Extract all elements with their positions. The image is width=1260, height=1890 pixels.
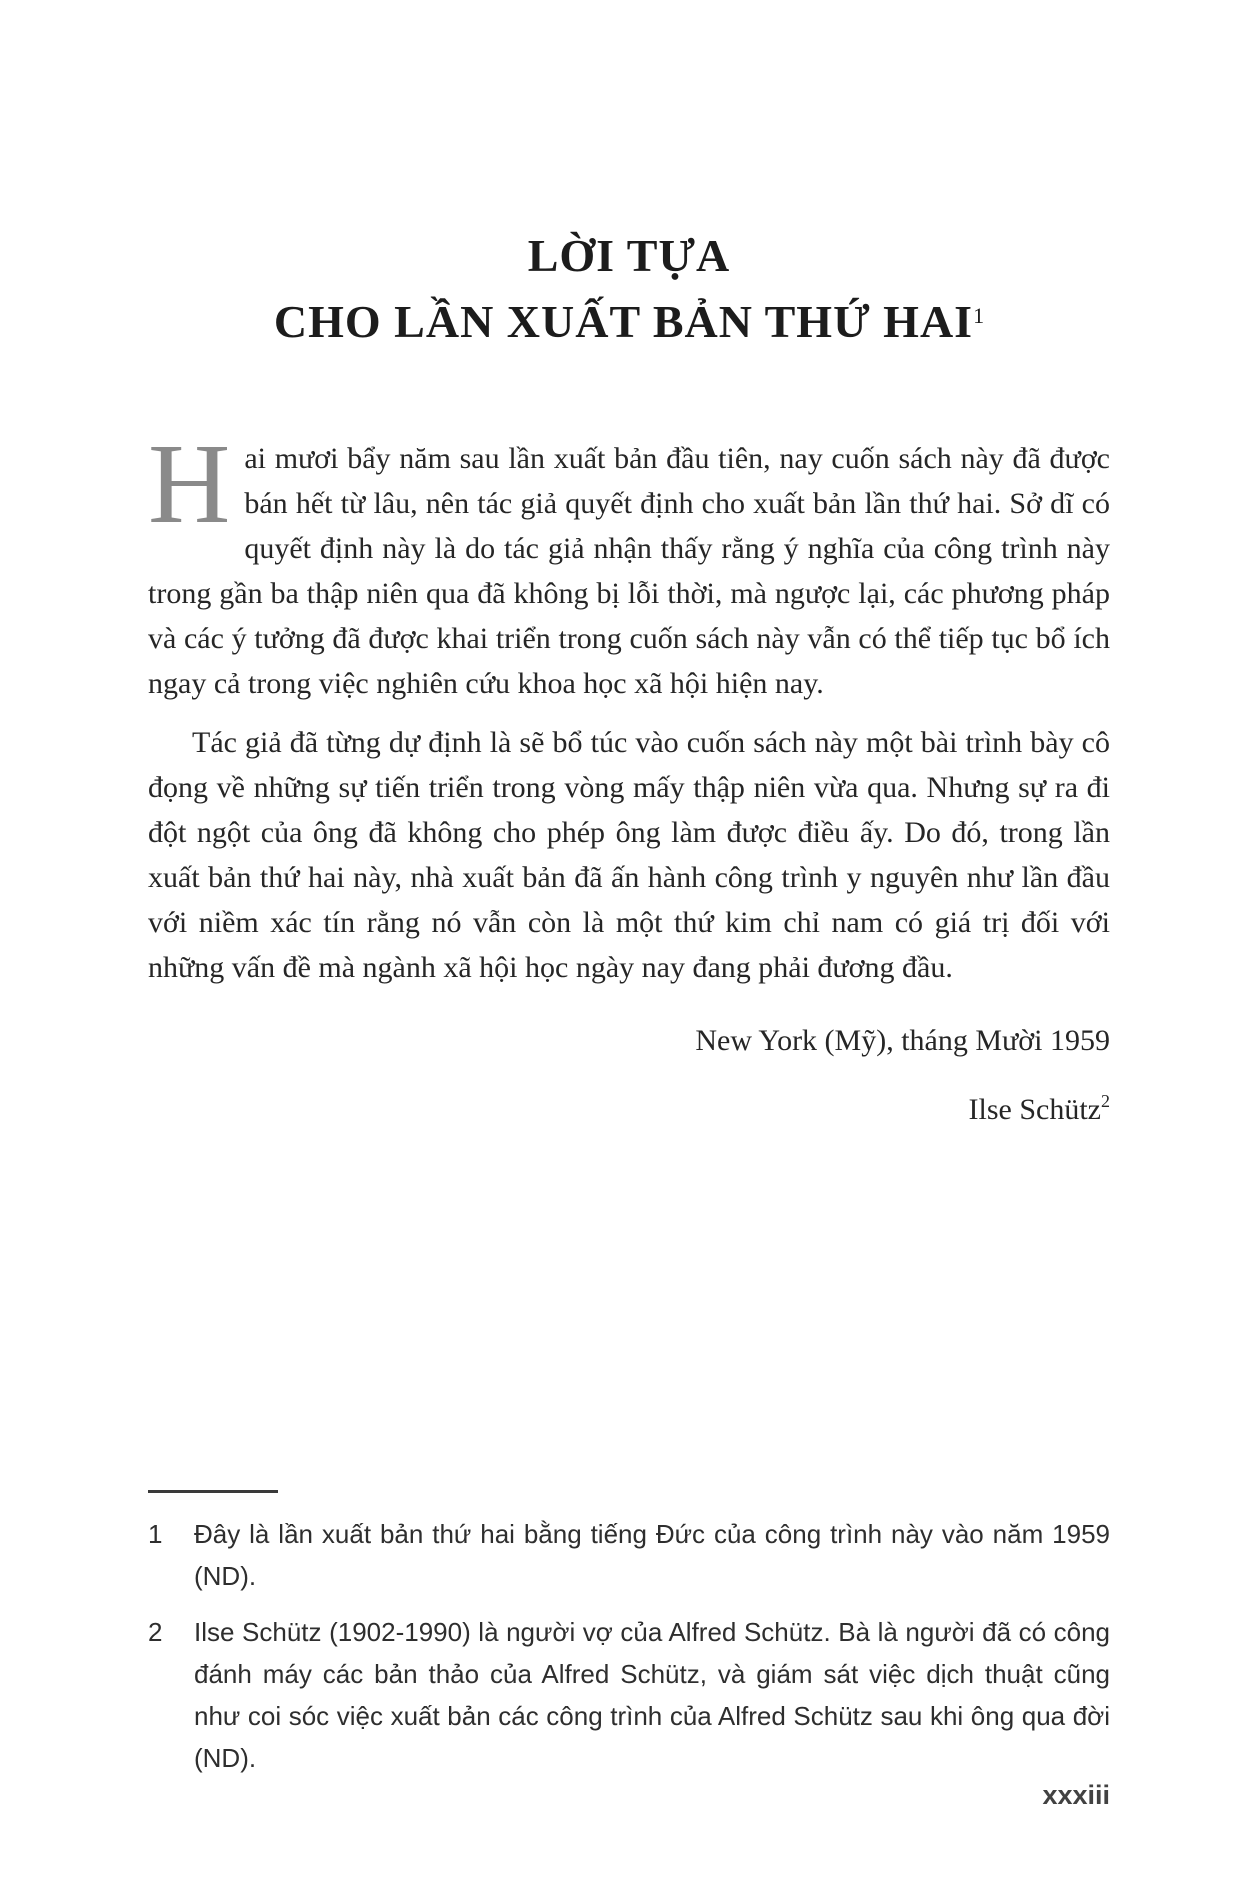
preface-body bbox=[148, 420, 1110, 1132]
preface-title-line-2: CHO LẦN XUẤT BẢN THỨ HAI bbox=[273, 296, 974, 347]
signature-name: Ilse Schütz bbox=[968, 1093, 1101, 1126]
footnote-separator-rule bbox=[148, 1490, 278, 1493]
footnotes-section bbox=[148, 1490, 1110, 1779]
paragraph-1 bbox=[148, 420, 1110, 706]
page-number: xxxiii bbox=[1042, 1780, 1110, 1810]
title-footnote-ref: 1 bbox=[973, 303, 985, 328]
paragraph-1-text: ai mươi bẩy năm sau lần xuất bản đầu tiên, nay cuốn sách này đã được bán hết từ lâu, nên tác giả quyết định cho xuất bản lần thứ hai. Sở dĩ có quyết định này là do tác giả nhận thấy rằng ý nghĩa của công trình này trong gần ba thập niên qua đã không bị lỗi thời, mà ngược lại, các phương pháp và các ý tưởng đã được khai triển trong cuốn sách này vẫn có thể tiếp tục bổ ích ngay cả trong việc nghiên cứu khoa học xã hội hiện nay. bbox=[148, 442, 1110, 700]
signature-place-date: New York (Mỹ), tháng Mười 1959 bbox=[695, 1024, 1110, 1057]
footnote-2-text: Ilse Schütz (1902-1990) là người vợ của Alfred Schütz. Bà là người đã có công đánh máy các bản thảo của Alfred Schütz, và giám sát việc dịch thuật cũng như coi sóc việc xuất bản các công trình của Alfred Schütz sau khi ông qua đời (ND). bbox=[194, 1617, 1110, 1773]
signature-name-line bbox=[148, 1079, 1110, 1132]
footnote-2 bbox=[148, 1611, 1110, 1779]
footnote-2-number: 2 bbox=[148, 1617, 163, 1647]
signature-footnote-ref: 2 bbox=[1101, 1091, 1110, 1111]
paragraph-2: Tác giả đã từng dự định là sẽ bổ túc vào cuốn sách này một bài trình bày cô đọng về những sự tiến triển trong vòng mấy thập niên vừa qua. Nhưng sự ra đi đột ngột của ông đã không cho phép ông làm được điều ấy. Do đó, trong lần xuất bản thứ hai này, nhà xuất bản đã ấn hành công trình y nguyên như lần đầu với niềm xác tín rằng nó vẫn còn là một thứ kim chỉ nam có giá trị đối với những vấn đề mà ngành xã hội học ngày nay đang phải đương đầu. bbox=[148, 726, 1110, 984]
footnote-1-text: Đây là lần xuất bản thứ hai bằng tiếng Đức của công trình này vào năm 1959 (ND). bbox=[194, 1519, 1110, 1591]
footnote-1 bbox=[148, 1513, 1110, 1597]
preface-title-line-1: LỜI TỰA bbox=[527, 230, 731, 281]
drop-cap: H bbox=[148, 420, 231, 547]
preface-title bbox=[148, 0, 1110, 352]
footnote-1-number: 1 bbox=[148, 1519, 163, 1549]
